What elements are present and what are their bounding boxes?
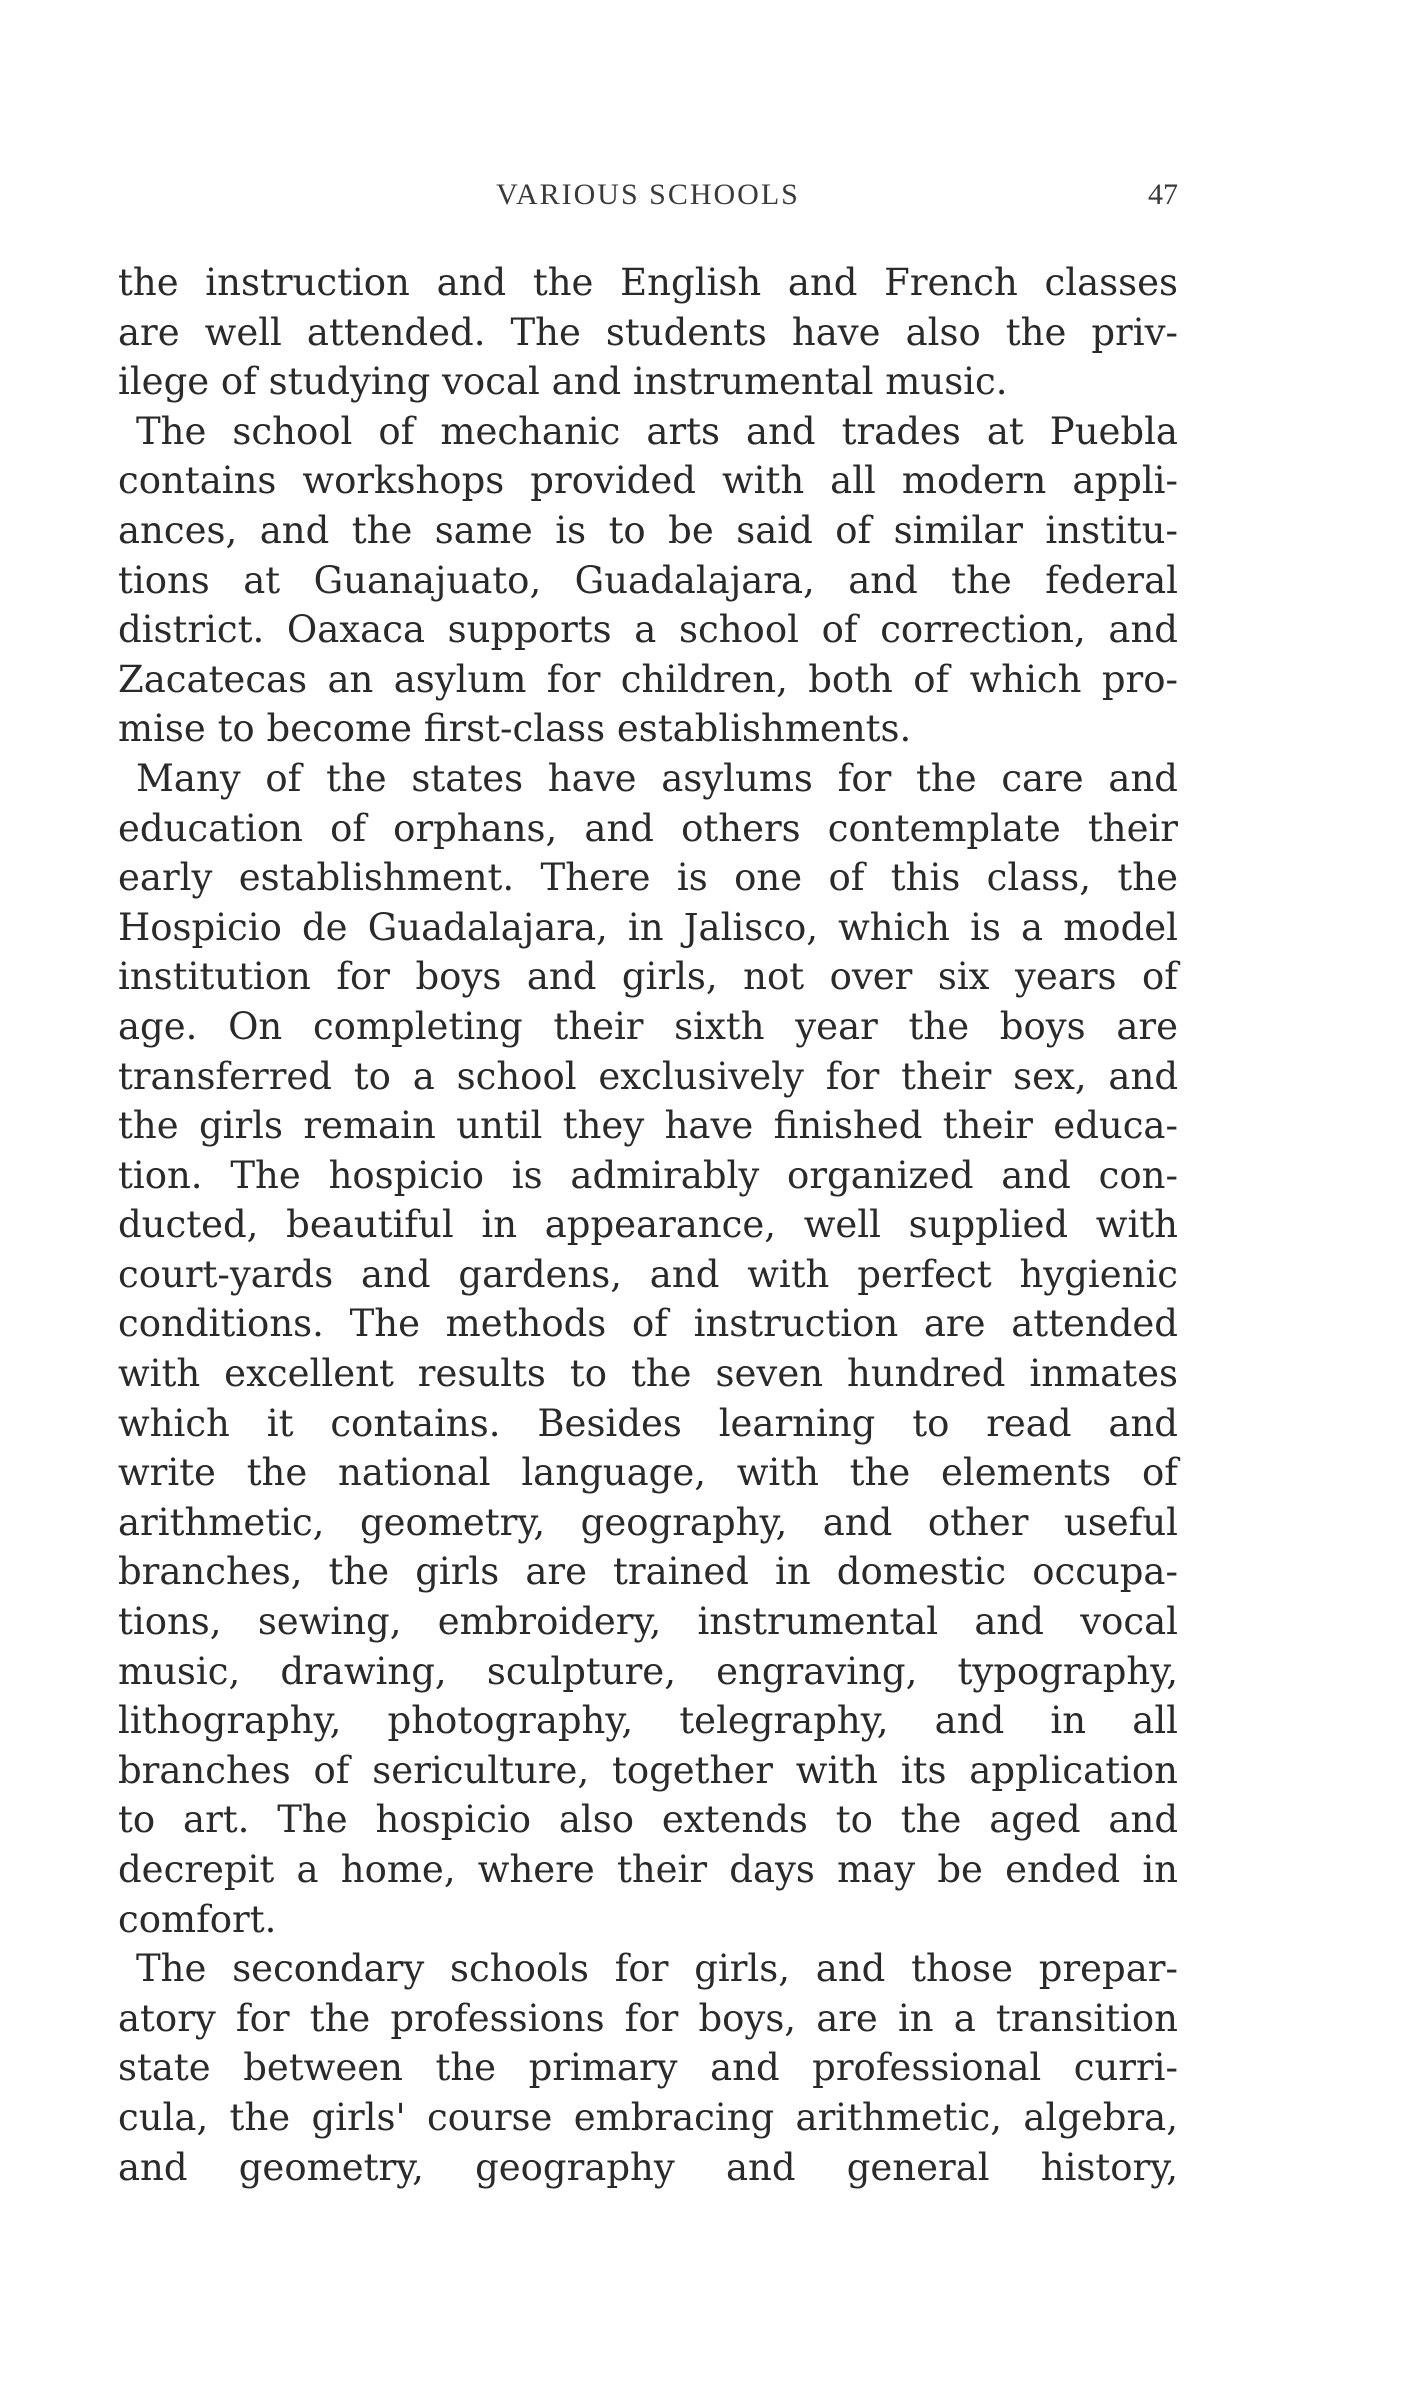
body-text [118, 258, 1178, 2192]
text-line: transferred to a school exclusively for their sex, and [118, 1054, 1178, 1098]
text-line: the instruction and the English and French classes [118, 261, 1178, 304]
text-line: branches, the girls are trained in domestic occupa- [118, 1550, 1178, 1594]
page-number: 47 [1148, 178, 1178, 211]
text-line: early establishment. There is one of this class, the [118, 856, 1178, 900]
running-title: VARIOUS SCHOOLS [496, 178, 800, 211]
text-line: age. On completing their sixth year the boys are [118, 1004, 1178, 1048]
text-line: and geometry, geography and general history, [118, 2145, 1178, 2189]
text-line: contains workshops provided with all modern appli- [118, 459, 1178, 503]
text-line: lithography, photography, telegraphy, and in all [118, 1699, 1178, 1743]
text-line: arithmetic, geometry, geography, and other useful [118, 1500, 1178, 1544]
text-line: comfort. [118, 1897, 277, 1941]
paragraph-start-line: The school of mechanic arts and trades at Puebla [136, 409, 1178, 453]
text-line: which it contains. Besides learning to read and [118, 1401, 1178, 1445]
running-header [118, 178, 1178, 218]
text-line: Hospicio de Guadalajara, in Jalisco, which is a model [118, 905, 1178, 949]
text-line: to art. The hospicio also extends to the aged and [118, 1798, 1178, 1842]
text-line: ilege of studying vocal and instrumental music. [118, 360, 1008, 404]
text-line: court-yards and gardens, and with perfect hygienic [118, 1252, 1178, 1296]
text-line: tions at Guanajuato, Guadalajara, and the federal [118, 558, 1178, 602]
text-line: are well attended. The students have also the priv- [118, 310, 1178, 354]
text-line: ducted, beautiful in appearance, well supplied with [118, 1203, 1178, 1247]
text-line: district. Oaxaca supports a school of correction, and [118, 608, 1178, 652]
text-line: decrepit a home, where their days may be ended in [118, 1848, 1178, 1891]
text-line: the girls remain until they have finished their educa- [118, 1104, 1178, 1148]
text-line: tions, sewing, embroidery, instrumental and vocal [118, 1600, 1178, 1644]
text-line: write the national language, with the elements of [118, 1451, 1178, 1495]
text-line: Zacatecas an asylum for children, both of which pro- [118, 657, 1178, 701]
text-line: ances, and the same is to be said of similar institu- [118, 508, 1178, 552]
text-line: state between the primary and professional curri- [118, 2046, 1178, 2090]
text-line: branches of sericulture, together with its application [118, 1748, 1178, 1792]
text-line: mise to become first-class establishments. [118, 707, 912, 751]
text-line: with excellent results to the seven hundred inmates [118, 1352, 1178, 1396]
paragraph-start-line: The secondary schools for girls, and those prepar- [136, 1947, 1178, 1991]
text-line: atory for the professions for boys, are in a transition [118, 1996, 1178, 2040]
text-line: education of orphans, and others contemplate their [118, 806, 1178, 850]
paragraph-start-line: Many of the states have asylums for the care and [136, 756, 1178, 800]
text-line: institution for boys and girls, not over six years of [118, 955, 1178, 999]
text-line: music, drawing, sculpture, engraving, typography, [118, 1649, 1178, 1693]
text-line: conditions. The methods of instruction are attended [118, 1302, 1178, 1346]
text-line: cula, the girls' course embracing arithmetic, algebra, [118, 2095, 1178, 2139]
text-line: tion. The hospicio is admirably organized and con- [118, 1153, 1178, 1197]
